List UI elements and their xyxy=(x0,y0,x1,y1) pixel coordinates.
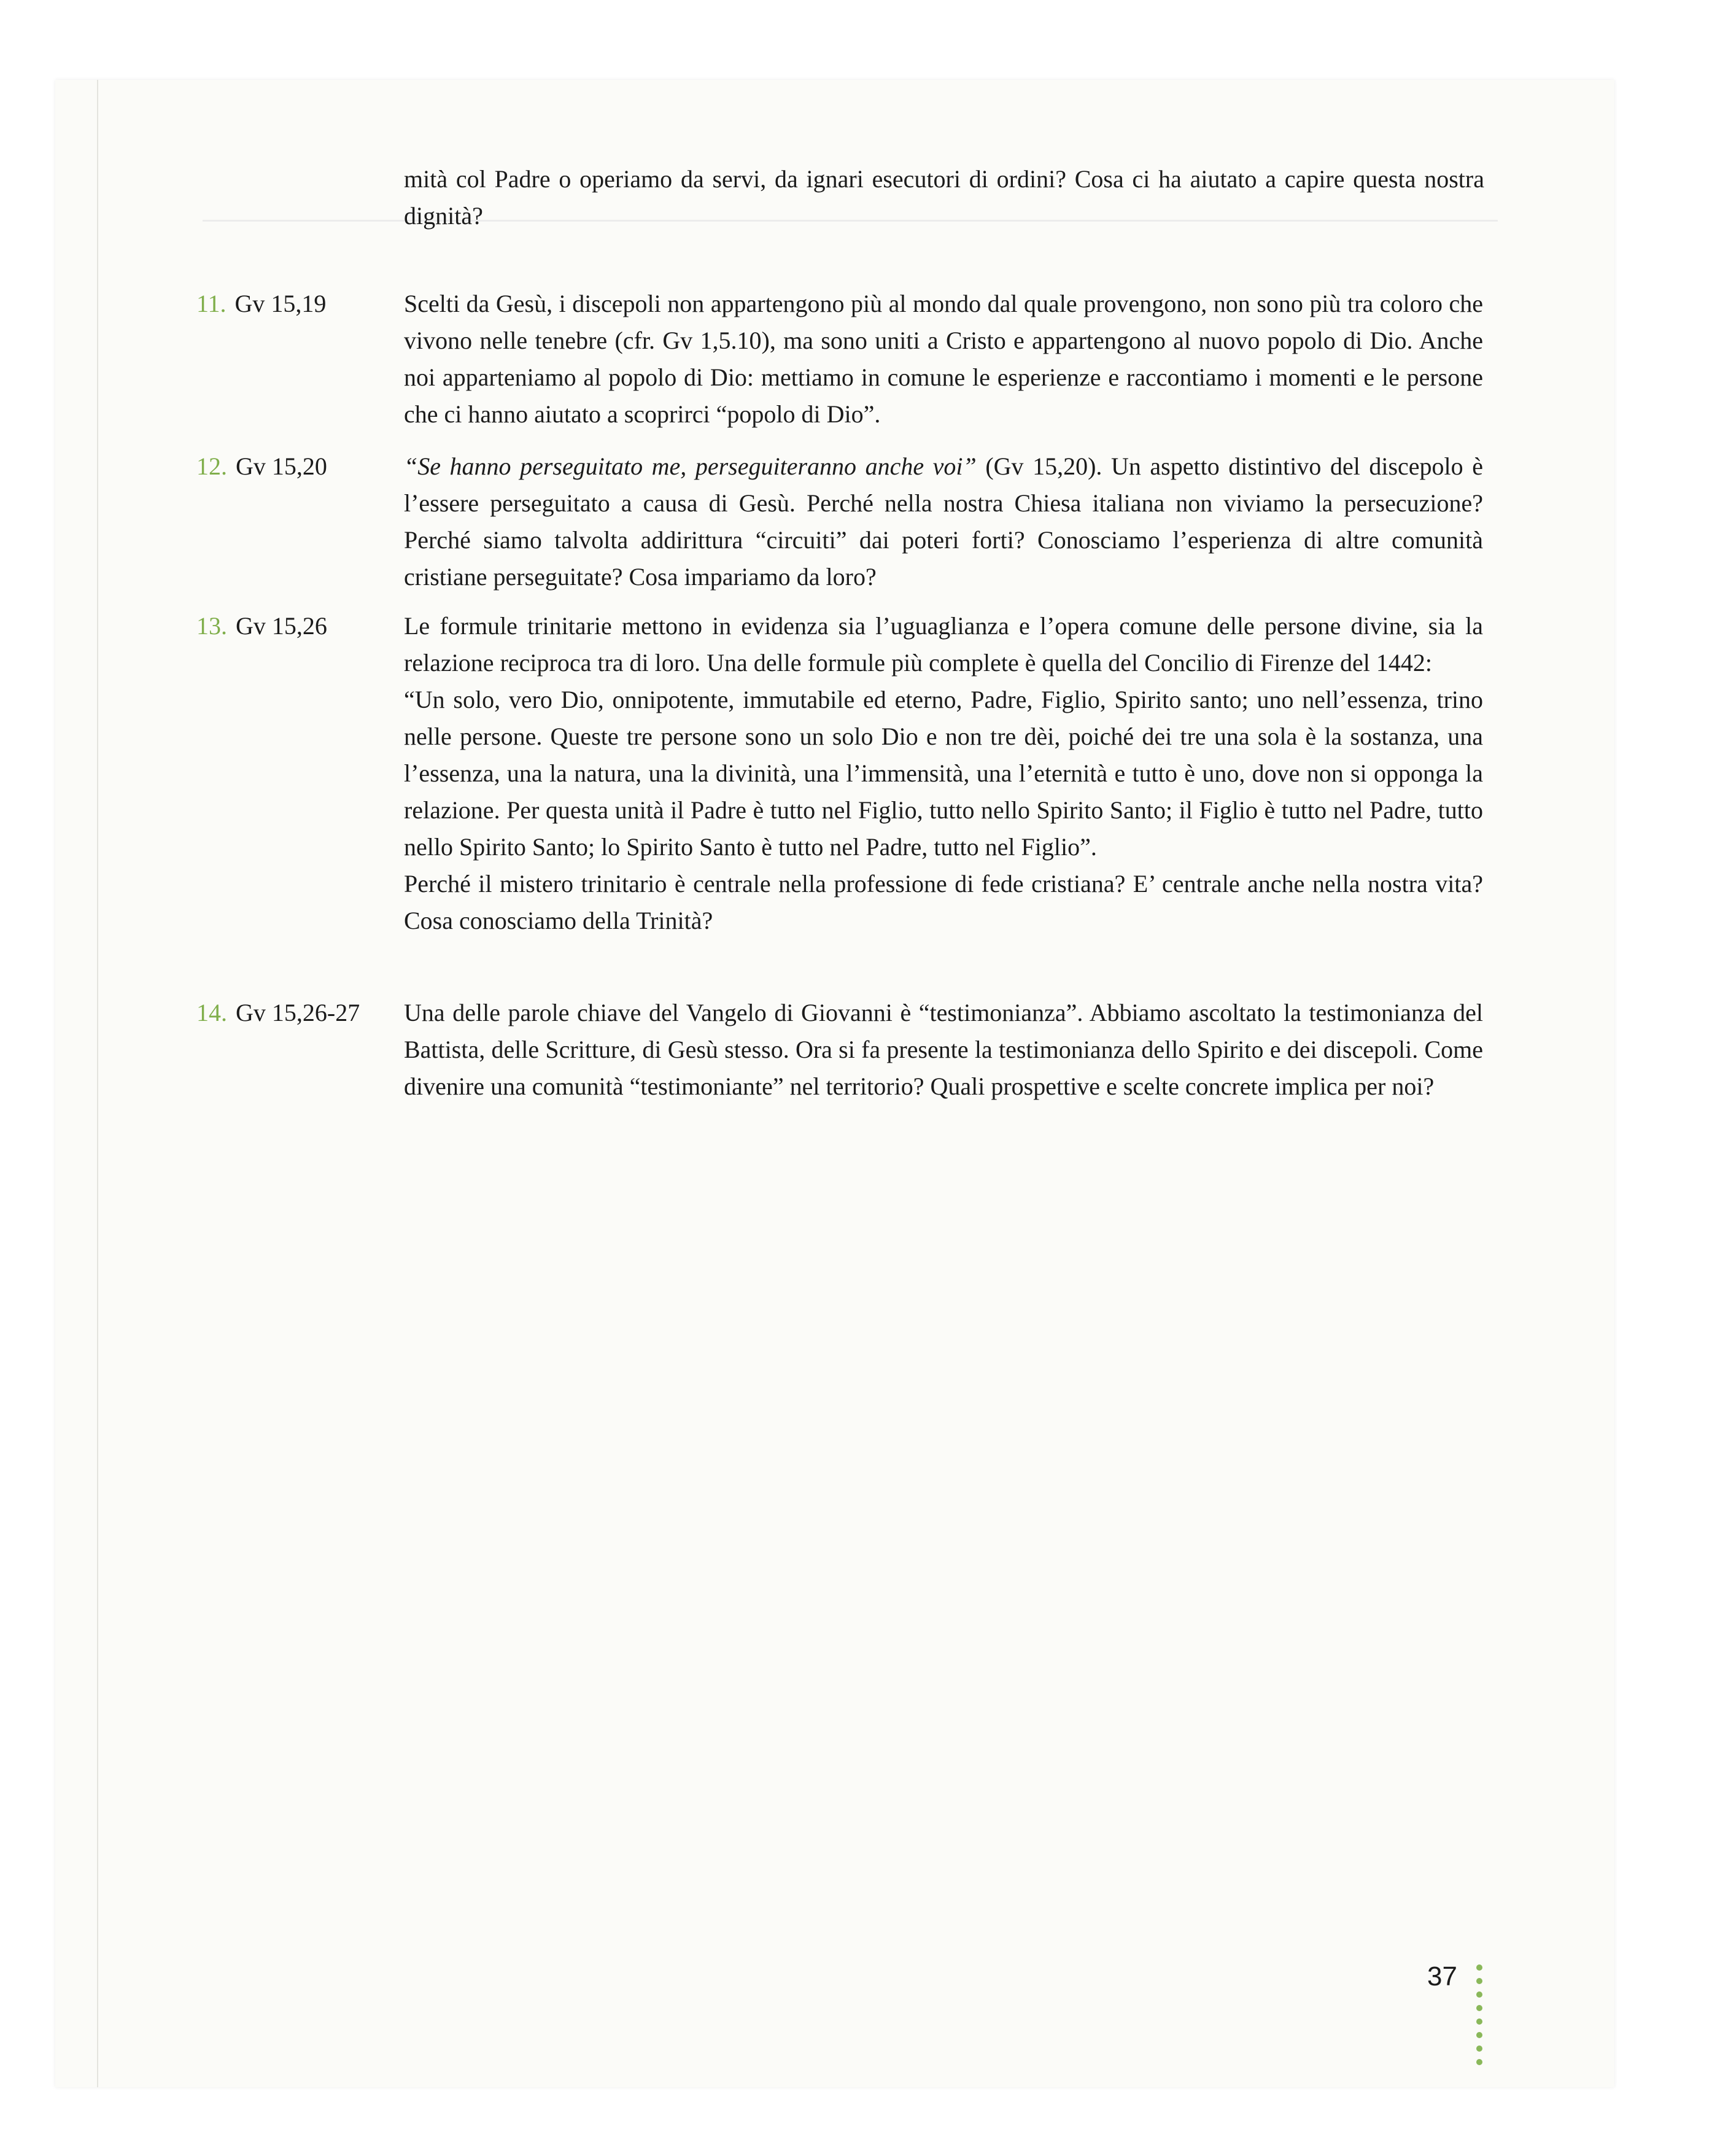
intro-paragraph: mità col Padre o operiamo da servi, da ignari esecutori di ordini? Cosa ci ha aiutato a capire questa nostra dignità? xyxy=(404,165,1484,230)
section-reference xyxy=(196,285,399,322)
section-paragraph xyxy=(404,448,1483,595)
decorative-dot xyxy=(1476,2045,1482,2052)
section-paragraph-text: (Gv 15,20). Un aspetto distintivo del discepolo è l’essere perseguitato a causa di Gesù. Perché nella nostra Chiesa italiana non viviamo la persecuzione? Perché siamo talvolta addirittura “circuiti” dai poteri forti? Conosciamo l’esperienza di altre comunità cristiane perseguitate? Cosa impariamo da loro? xyxy=(404,452,1483,591)
page-dots-decoration xyxy=(1476,1964,1486,2073)
section-reference xyxy=(196,995,399,1031)
section-reference xyxy=(196,608,399,645)
section-body xyxy=(404,608,1483,939)
section-citation: Gv 15,26 xyxy=(236,612,327,640)
council-quote: “Un solo, vero Dio, onnipotente, immutabile ed eterno, Padre, Figlio, Spirito santo; uno nell’essenza, trino nelle persone. Queste tre persone sono un solo Dio e non tre dèi, poiché dei tre una sola è la sostanza, una l’essenza, una la natura, una la divinità, una l’immensità, una l’eternità e tutto è uno, dove non si opponga la relazione. Per questa unità il Padre è tutto nel Figlio, tutto nello Spirito Santo; il Figlio è tutto nel Padre, tutto nello Spirito Santo; lo Spirito Santo è tutto nel Padre, tutto nel Figlio”. xyxy=(404,686,1483,861)
section-body xyxy=(404,995,1483,1105)
section-paragraph: Perché il mistero trinitario è centrale nella professione di fede cristiana? E’ centrale anche nella nostra vita? Cosa conosciamo della Trinità? xyxy=(404,870,1483,934)
page-number: 37 xyxy=(1427,1961,1457,1991)
section-citation: Gv 15,19 xyxy=(234,290,327,317)
page-fold-line xyxy=(97,80,98,2087)
section-citation: Gv 15,26-27 xyxy=(236,999,360,1026)
decorative-dot xyxy=(1476,2018,1482,2025)
section-paragraph: Le formule trinitarie mettono in evidenza sia l’uguaglianza e l’opera comune delle persone divine, sia la relazione reciproca tra di loro. Una delle formule più complete è quella del Concilio di Firenze del 1442: xyxy=(404,612,1483,677)
decorative-dot xyxy=(1476,2005,1482,2011)
section-reference xyxy=(196,448,399,485)
section-number: 13. xyxy=(196,612,227,640)
section-number: 11. xyxy=(196,290,227,317)
section-citation: Gv 15,20 xyxy=(236,452,327,480)
decorative-dot xyxy=(1476,2059,1482,2065)
section-body xyxy=(404,285,1483,433)
decorative-dot xyxy=(1476,1978,1482,1984)
scripture-quote: “Se hanno perseguitato me, perseguiteranno anche voi” xyxy=(404,452,977,480)
section-paragraph: Una delle parole chiave del Vangelo di Giovanni è “testimonianza”. Abbiamo ascoltato la testimonianza del Battista, delle Scritture, di Gesù stesso. Ora si fa presente la testimonianza dello Spirito e dei discepoli. Come divenire una comunità “testimoniante” nel territorio? Quali prospettive e scelte concrete implica per noi? xyxy=(404,999,1483,1100)
section-number: 12. xyxy=(196,452,227,480)
section-paragraph: Scelti da Gesù, i discepoli non appartengono più al mondo dal quale provengono, non sono più tra coloro che vivono nelle tenebre (cfr. Gv 1,5.10), ma sono uniti a Cristo e appartengono al nuovo popolo di Dio. Anche noi apparteniamo al popolo di Dio: mettiamo in comune le esperienze e raccontiamo i momenti e le persone che ci hanno aiutato a scoprirci “popolo di Dio”. xyxy=(404,290,1483,428)
decorative-dot xyxy=(1476,2032,1482,2038)
section-number: 14. xyxy=(196,999,227,1026)
section-body xyxy=(404,448,1483,595)
decorative-dot xyxy=(1476,1964,1482,1971)
decorative-dot xyxy=(1476,1991,1482,1998)
